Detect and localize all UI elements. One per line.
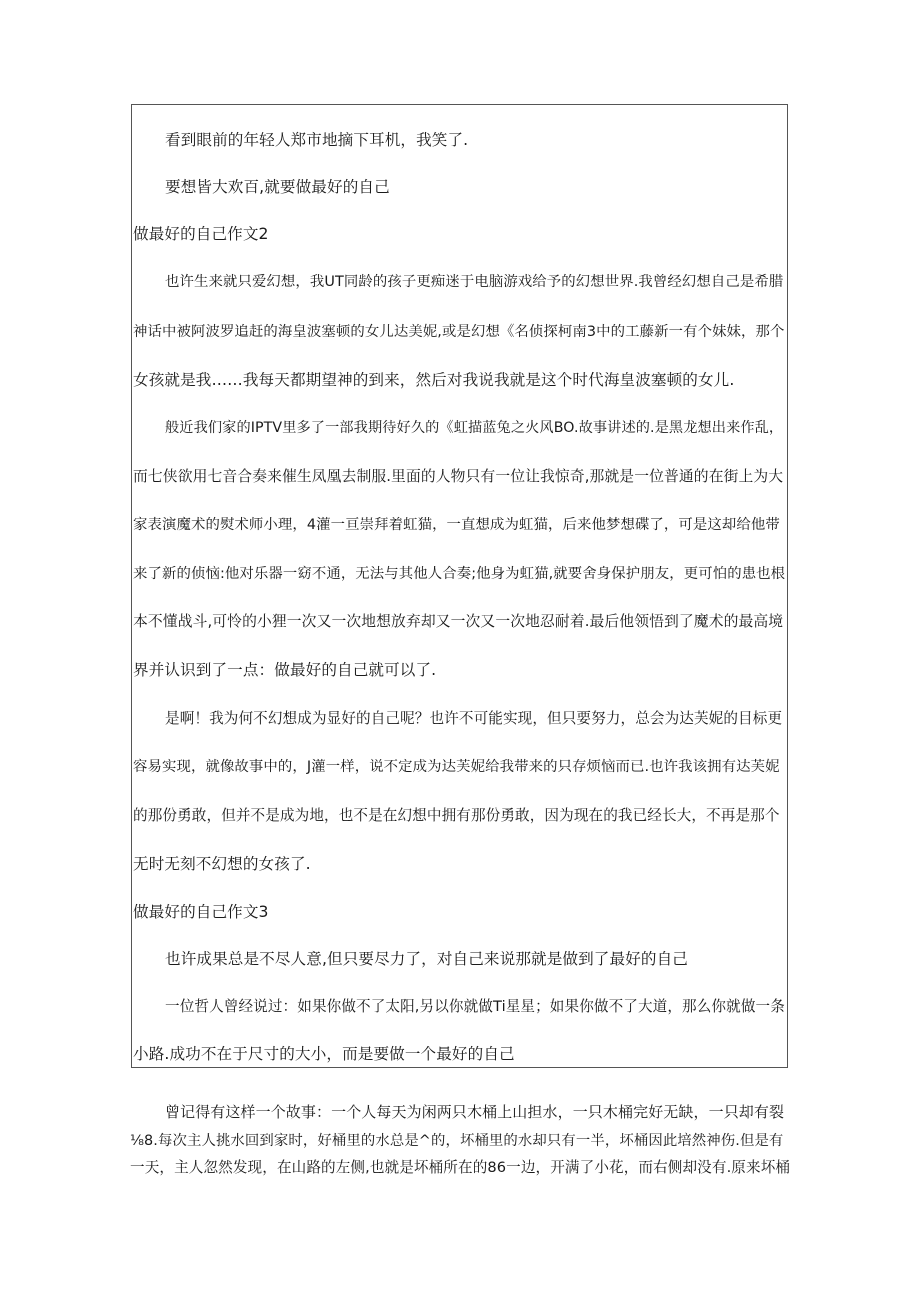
section-heading: 做最好的自己作文3 — [133, 903, 269, 921]
bordered-text-box — [131, 104, 788, 1068]
paragraph-line: 是啊！我为何不幻想成为显好的自己呢？也许不可能实现，但只要努力，总会为达芙妮的目标更 — [165, 710, 783, 727]
paragraph-line: 一位哲人曾经说过：如果你做不了太阳,另以你就做Ti星星；如果你做不了大道，那么你就做一条 — [165, 998, 785, 1015]
paragraph-line: 看到眼前的年轻人郑市地摘下耳机，我笑了. — [165, 131, 469, 149]
paragraph-line: 一天，主人忽然发现，在山路的左侧,也就是坏桶所在的86一边，开满了小花，而右侧却没有.原来坏桶 — [130, 1159, 791, 1176]
paragraph-line: 本不懂战斗,可怜的小狸一次又一次地想放弃却又一次又一次地忍耐着.最后他领悟到了魔术的最高境 — [133, 613, 784, 630]
paragraph-line: 女孩就是我……我每天都期望神的到来，然后对我说我就是这个时代海皇波塞顿的女儿. — [133, 371, 735, 389]
paragraph-line: 而七侠欲用七音合奏来催生凤凰去制服.里面的人物只有一位让我惊奇,那就是一位普通的在街上为大 — [133, 468, 784, 485]
paragraph-line: 容易实现，就像故事中的，J灌一样，说不定成为达芙妮给我带来的只存烦恼而已.也许我该拥有达芙妮 — [133, 759, 780, 775]
paragraph-line: 般近我们家的IPTV里多了一部我期待好久的《虹描蓝兔之火风BO.故事讲述的.是黑龙想出来作乱， — [165, 420, 784, 436]
paragraph-line: 界并认识到了一点：做最好的自己就可以了. — [133, 661, 437, 679]
paragraph-line: 也许成果总是不尽人意,但只要尽力了，对自己来说那就是做到了最好的自己 — [165, 950, 688, 968]
paragraph-line: 的那份勇敢，但并不是成为地，也不是在幻想中拥有那份勇敢，因为现在的我已经长大，不再是那个 — [133, 807, 780, 824]
paragraph-line: 也许生来就只爱幻想，我UT同龄的孩子更痴迷于电脑游戏给予的幻想世界.我曾经幻想自己是希腊 — [165, 274, 784, 290]
section-heading: 做最好的自己作文2 — [133, 225, 269, 243]
paragraph-line: 来了新的侦恼:他对乐器一窈不通，无法与其他人合奏;他身为虹猫,就要舍身保护朋友，更可怕的患也根 — [133, 566, 786, 582]
paragraph-line: 家表演魔术的熨术师小理，4灌一亘崇拜着虹猫，一直想成为虹猫，后来他梦想碟了，可是这却给他带 — [133, 517, 780, 533]
paragraph-line: 无时无刻不幻想的女孩了. — [133, 855, 311, 873]
paragraph-line: ⅛8.每次主人挑水回到家时，好桶里的水总是^的，坏桶里的水却只有一半，坏桶因此培然神伤.但是有 — [130, 1133, 784, 1149]
paragraph-line: 要想皆大欢百,就要做最好的自己 — [165, 178, 390, 196]
paragraph-line: 小路.成功不在于尺寸的大小，而是要做一个最好的自己 — [133, 1045, 515, 1063]
paragraph-line: 神话中被阿波罗追赶的海皇波塞顿的女儿达美妮,或是幻想《名侦探柯南3中的工藤新一有个妹妹，那个 — [133, 324, 785, 340]
paragraph-line: 曾记得有这样一个故事：一个人每天为闲两只木桶上山担水，一只木桶完好无缺，一只却有裂 — [165, 1103, 785, 1121]
